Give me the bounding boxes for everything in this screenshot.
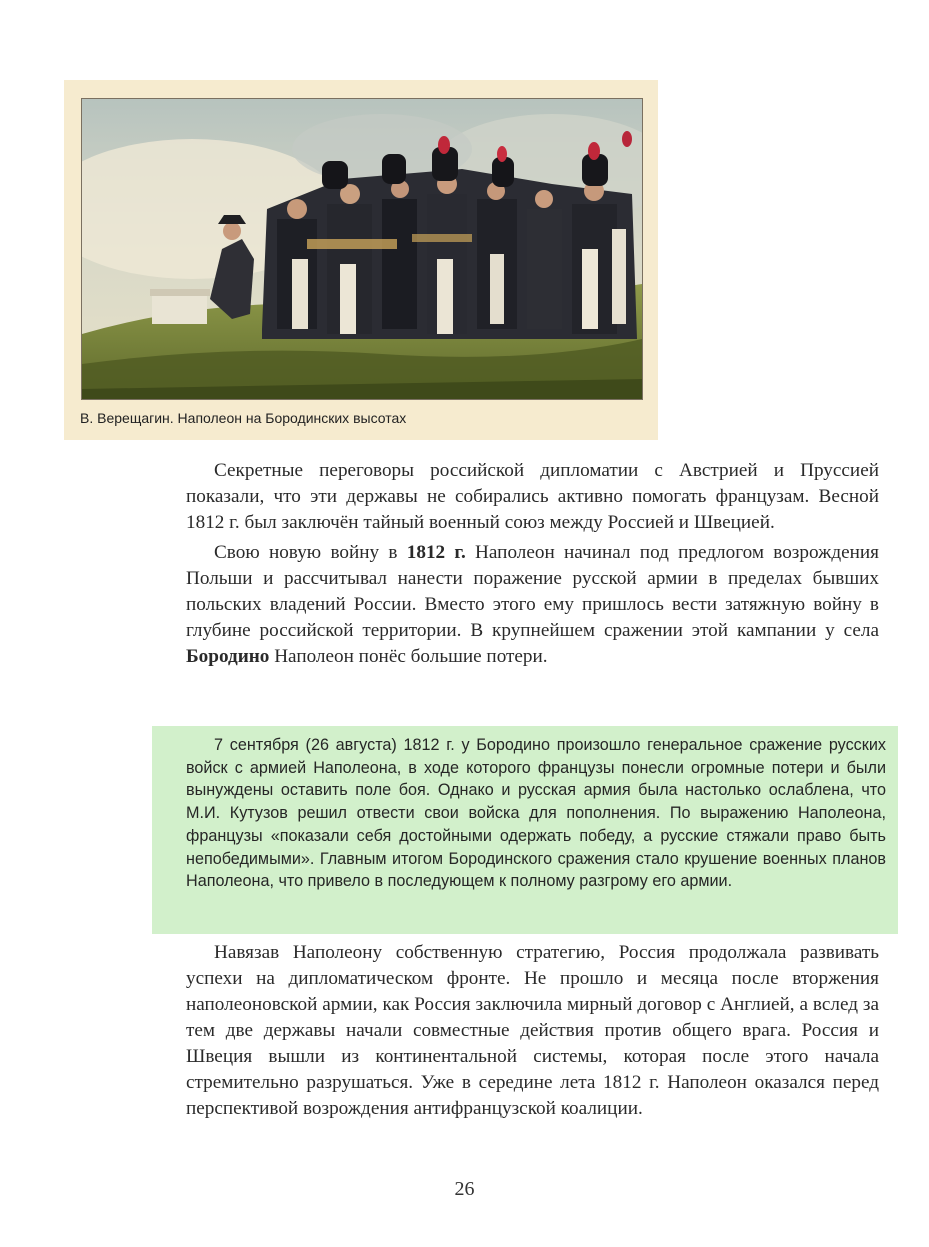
figure-panel [64,80,658,440]
paragraph-2-bold-year: 1812 г. [406,542,466,563]
painting-illustration [81,98,643,400]
paragraph-1: Секретные переговоры российской дипломатии с Австрией и Пруссией показали, что эти державы не собирались активно помогать французам. Весной 1812 г. был заключён тайный военный союз между Россией и Швецией. [186,460,879,533]
page-number: 26 [454,1178,475,1200]
figure-caption: В. Верещагин. Наполеон на Бородинских высотах [80,410,407,426]
highlight-box [152,726,898,934]
paragraph-2-bold-borodino: Бородино [186,646,270,667]
paragraph-3: Навязав Наполеону собственную стратегию, Россия продолжала развивать успехи на дипломатическом фронте. Не прошло и месяца после вторжения наполеоновской армии, как Россия заключила мирный договор с Англией, а вслед за тем две державы начали совместные действия против общего врага. Россия и Швеция вышли из континентальной системы, которая после этого начала стремительно разрушаться. Уже в середине лета 1812 г. Наполеон оказался перед перспективой возрождения антифранцузской коалиции. [186,942,879,1119]
paragraph-2-text-2: Наполеон начинал под предлогом возрождения Польши и рассчитывал нанести поражение русской армии в пределах бывших польских владений России. Вместо этого ему пришлось вести затяжную войну в глубине российской территории. В крупнейшем сражении этой кампании у села [186,542,879,641]
paragraph-2-text-3: Наполеон понёс большие потери. [269,646,548,667]
main-text-bottom [186,940,879,1122]
main-text-top [186,458,879,670]
highlight-text: 7 сентября (26 августа) 1812 г. у Бородино произошло генеральное сражение русских войск с армией Наполеона, в ходе которого французы понесли огромные потери и были вынуждены оставить поле боя. Однако и русская армия была настолько ослаблена, что М.И. Кутузов решил отвести свои войска для пополнения. По выражению Наполеона, французы «показали себя достойными одержать победу, а русские стяжали право быть непобедимыми». Главным итогом Бородинского сражения стало крушение военных планов Наполеона, что привело в последующем к полному разгрому его армии. [186,736,886,891]
paragraph-2 [186,540,879,670]
paragraph-2-text-1: Свою новую войну в [214,542,407,563]
